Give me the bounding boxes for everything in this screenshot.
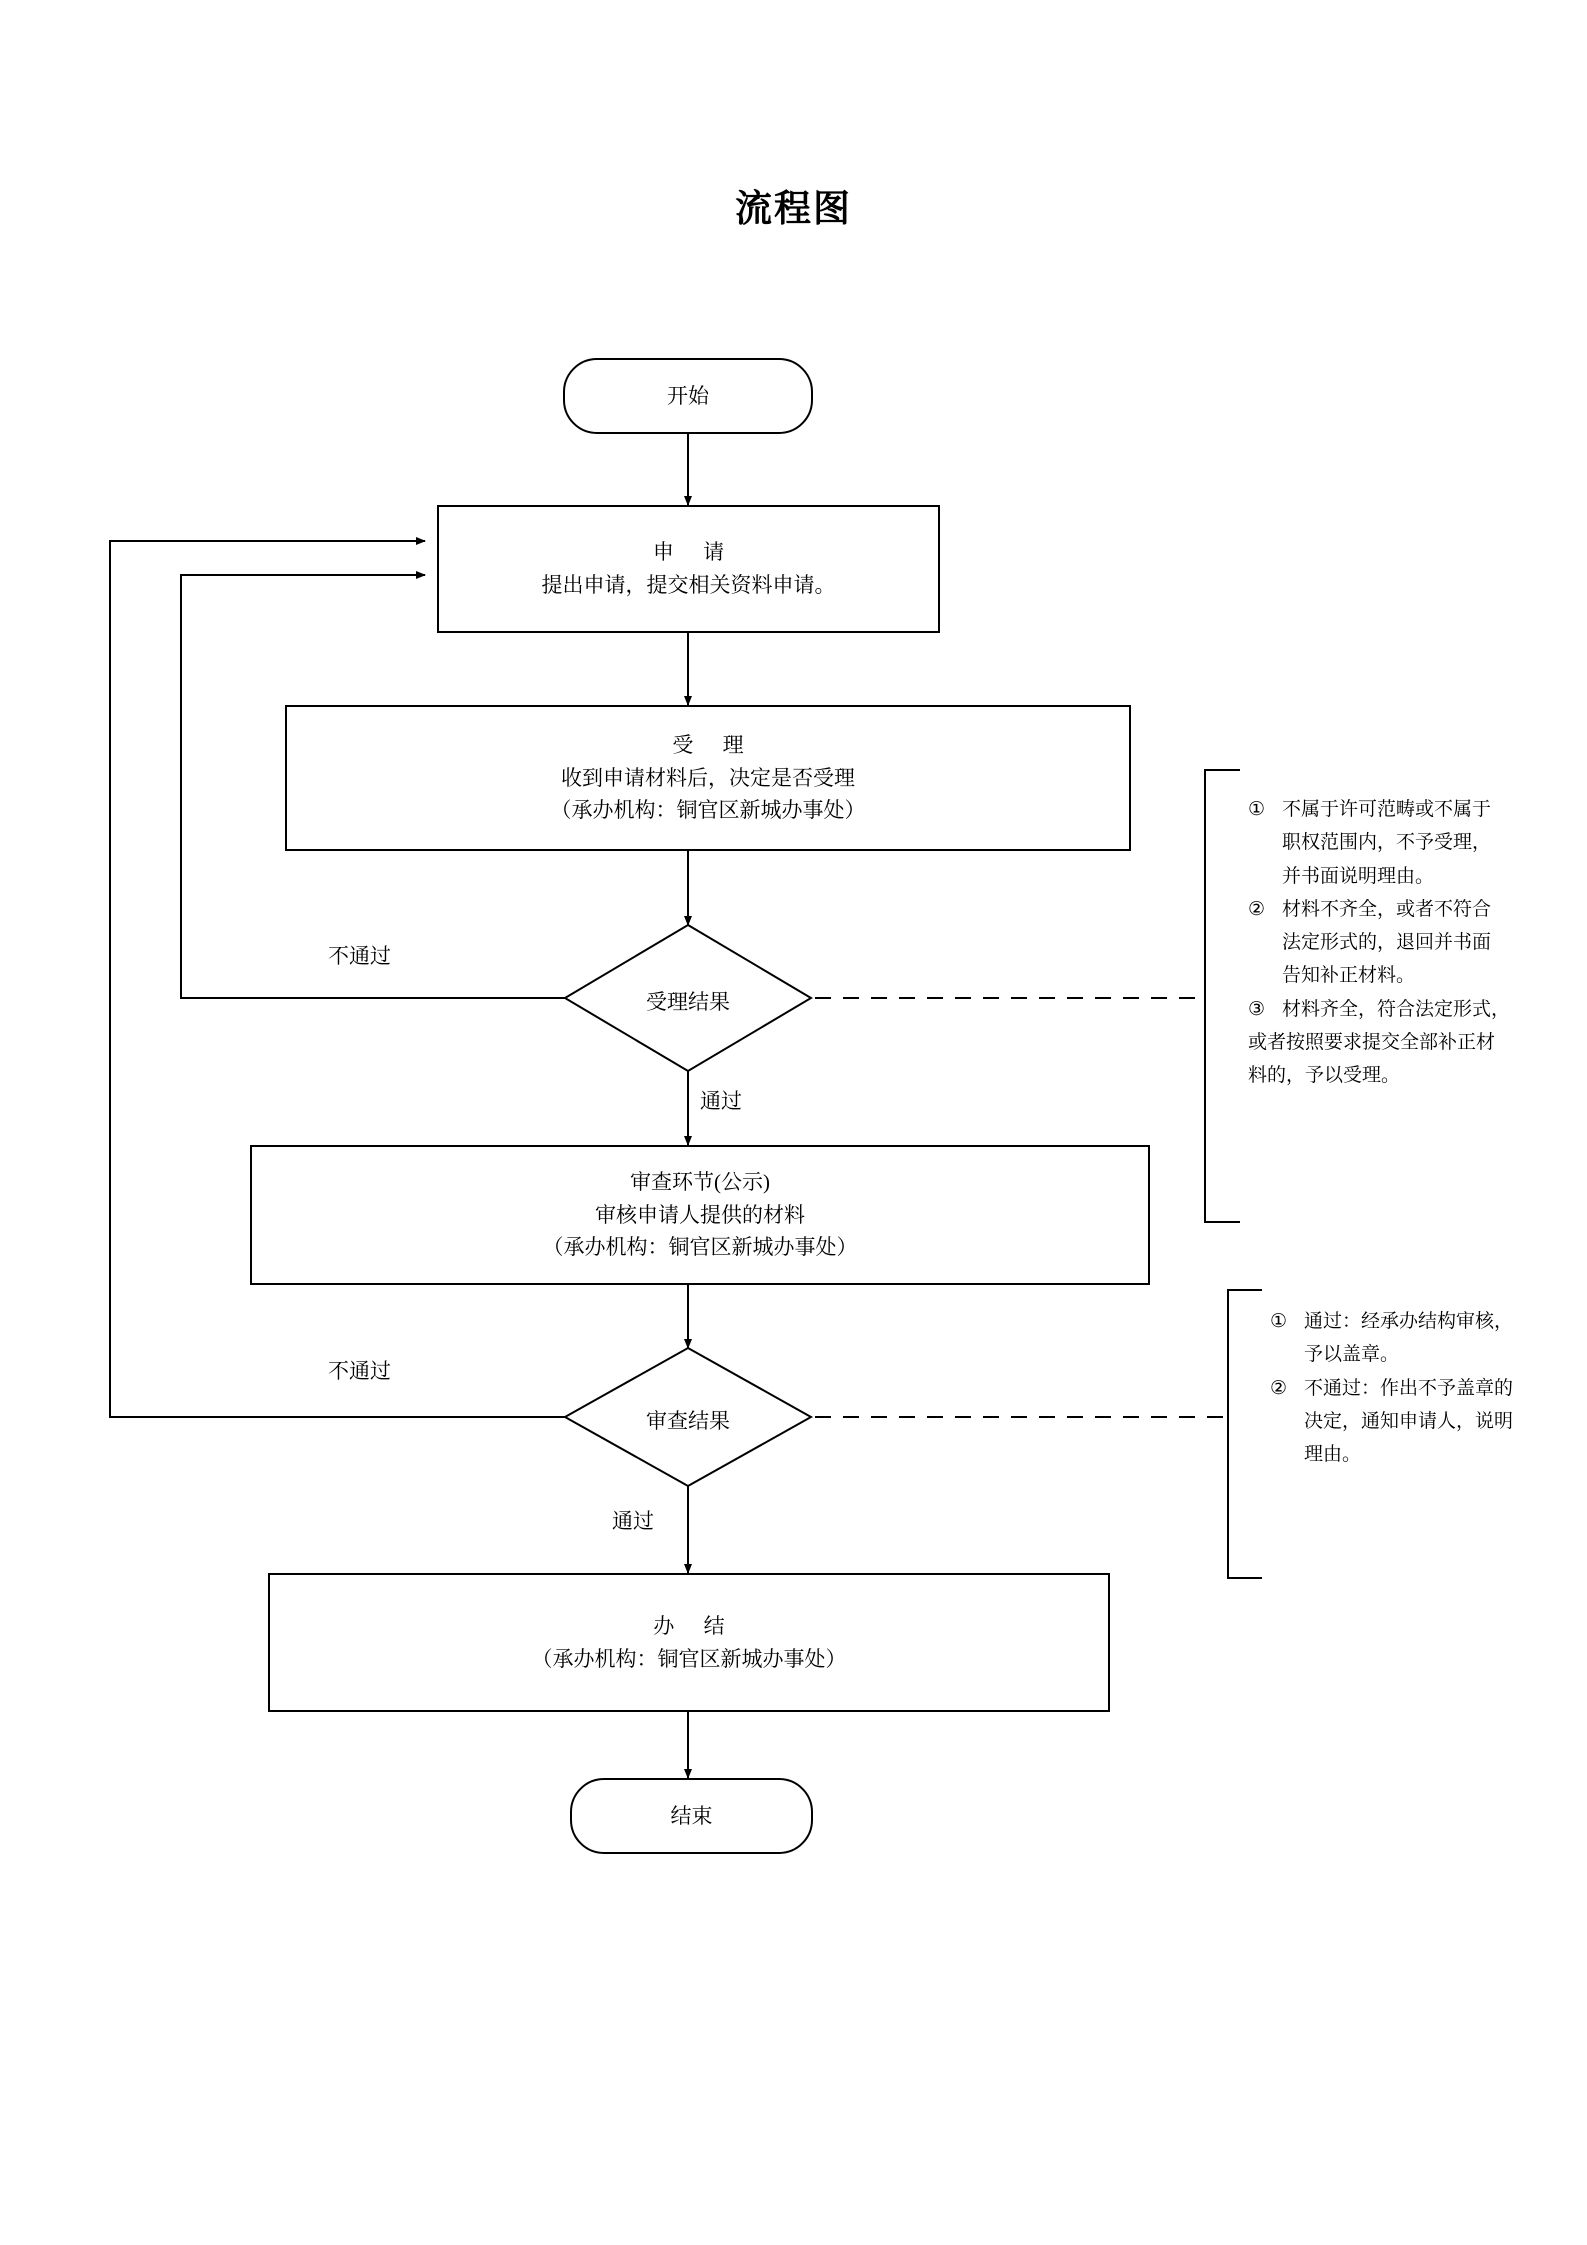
node-end bbox=[570, 1778, 813, 1854]
note-accept-num-2: ② bbox=[1248, 898, 1266, 920]
note-review-text-2-l2: 决定，通知申请人，说明 bbox=[1304, 1410, 1514, 1432]
node-start bbox=[563, 358, 813, 434]
page-title: 流程图 bbox=[735, 189, 852, 230]
edge-label-review-pass: 通过 bbox=[612, 1509, 654, 1533]
node-review-result-label: 审查结果 bbox=[646, 1409, 730, 1433]
edge-label-accept-fail: 不通过 bbox=[328, 944, 391, 968]
node-accept bbox=[285, 705, 1131, 851]
note-accept-text-3-l2: 或者按照要求提交全部补正材 bbox=[1248, 1031, 1496, 1053]
node-finish bbox=[268, 1573, 1110, 1712]
node-finish-heading: 办 结 bbox=[653, 1613, 737, 1638]
note-accept-text-2-l1: 材料不齐全，或者不符合 bbox=[1282, 898, 1492, 920]
node-accept-heading: 受 理 bbox=[672, 733, 756, 758]
node-apply-line2: 提出申请，提交相关资料申请。 bbox=[541, 573, 836, 597]
node-accept-line2: 收到申请材料后，决定是否受理 bbox=[561, 765, 855, 790]
note-accept-text-1-l1: 不属于许可范畴或不属于 bbox=[1282, 799, 1492, 820]
note-accept-text-3-l3: 料的，予以受理。 bbox=[1248, 1065, 1401, 1086]
note-accept-text-1-l2: 职权范围内，不予受理， bbox=[1282, 832, 1492, 854]
edge-label-accept-pass: 通过 bbox=[700, 1089, 742, 1113]
note-accept-text-3-l1: 材料齐全，符合法定形式， bbox=[1282, 998, 1511, 1020]
node-apply-heading: 申 请 bbox=[652, 540, 737, 565]
note-accept-num-3: ③ bbox=[1248, 998, 1266, 1020]
note-review-text-1-l1: 通过：经承办结构审核， bbox=[1304, 1311, 1514, 1332]
node-review-line2: 审核申请人提供的材料 bbox=[595, 1202, 805, 1227]
note-review bbox=[1270, 1305, 1570, 1471]
note-accept-text-2-l2: 法定形式的，退回并书面 bbox=[1282, 932, 1492, 953]
note-accept-num-1: ① bbox=[1248, 799, 1266, 820]
note-accept bbox=[1248, 793, 1548, 1092]
note-review-num-2: ② bbox=[1270, 1377, 1288, 1399]
node-review bbox=[250, 1145, 1150, 1285]
note-review-num-1: ① bbox=[1270, 1311, 1288, 1332]
node-finish-line2: （承办机构：铜官区新城办事处） bbox=[531, 1646, 847, 1671]
node-end-label: 结束 bbox=[670, 1803, 713, 1828]
note-accept-text-1-l3: 并书面说明理由。 bbox=[1282, 865, 1435, 887]
note-accept-text-2-l3: 告知补正材料。 bbox=[1282, 965, 1416, 987]
node-start-label: 开始 bbox=[667, 383, 709, 408]
note-review-text-2-l1: 不通过：作出不予盖章的 bbox=[1304, 1377, 1514, 1399]
edge-label-review-fail: 不通过 bbox=[328, 1359, 391, 1383]
node-accept-result-label: 受理结果 bbox=[646, 990, 730, 1014]
node-accept-line3: （承办机构：铜官区新城办事处） bbox=[550, 798, 866, 823]
note-review-text-2-l3: 理由。 bbox=[1304, 1444, 1362, 1465]
node-apply bbox=[437, 505, 940, 633]
node-review-line1: 审查环节(公示) bbox=[630, 1170, 770, 1195]
node-review-line3: （承办机构：铜官区新城办事处） bbox=[542, 1235, 858, 1260]
note-review-text-1-l2: 予以盖章。 bbox=[1304, 1344, 1400, 1366]
